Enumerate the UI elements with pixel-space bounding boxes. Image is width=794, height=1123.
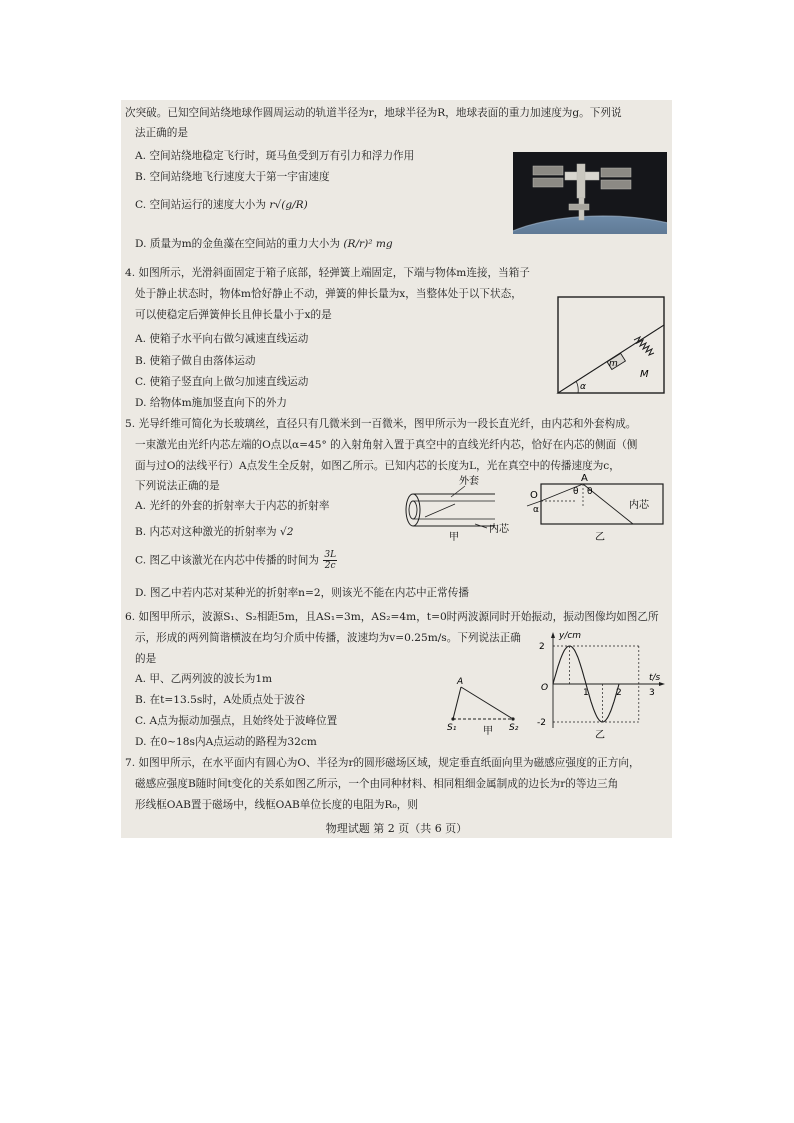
y-tick-label-0: 2 bbox=[539, 642, 545, 652]
q5-option-d: D. 图乙中若内芯对某种光的折射率n=2，则该光不能在内芯中正常传播 bbox=[135, 587, 469, 599]
q5-line-2: 一束激光由光纤内芯左端的O点以α=45° 的入射角射入置于真空中的直线光纤内芯，恰好在内芯的侧面（侧 bbox=[135, 439, 638, 451]
label-alpha: α bbox=[533, 505, 539, 515]
x-tick-label-2: 3 bbox=[649, 688, 655, 698]
page-footer: 物理试题 第 2 页（共 6 页） bbox=[325, 822, 468, 835]
label-m: m bbox=[609, 359, 618, 369]
q6-vibration-chart bbox=[535, 628, 669, 740]
q7-line-1: 7. 如图甲所示，在水平面内有圆心为O、半径为r的圆形磁场区域，规定垂直纸面向里为磁感应强度的正方向， bbox=[125, 757, 640, 769]
caption-yi: 乙 bbox=[595, 532, 605, 543]
q4-line-1: 4. 如图所示，光滑斜面固定于箱子底部，轻弹簧上端固定，下端与物体m连接，当箱子 bbox=[125, 267, 530, 279]
label-S1: S₁ bbox=[447, 723, 457, 733]
q6-triangle-figure bbox=[443, 675, 533, 735]
q5-option-b-formula: √2 bbox=[280, 526, 294, 538]
q3-intro-line-2: 法正确的是 bbox=[135, 127, 188, 139]
caption-yi: 乙 bbox=[595, 730, 605, 740]
q4-option-d: D. 给物体m施加竖直向下的外力 bbox=[135, 397, 288, 409]
q5-lightpath-figure bbox=[525, 472, 665, 546]
q6-option-c: C. A点为振动加强点，且始终处于波峰位置 bbox=[135, 715, 338, 727]
q3-option-c bbox=[135, 195, 308, 215]
q5-option-c-numerator: 3L bbox=[324, 550, 337, 560]
y-axis-arrow bbox=[551, 632, 555, 638]
q3-option-c-formula: r√(g/R) bbox=[269, 199, 308, 211]
label-M: M bbox=[640, 369, 649, 380]
label-theta-2: θ bbox=[587, 487, 593, 497]
label-inner: 内芯 bbox=[629, 500, 649, 511]
q6-line-3: 的是 bbox=[135, 653, 157, 665]
q5-fiber-figure bbox=[403, 472, 521, 542]
q6-option-b: B. 在t=13.5s时，A处质点处于波谷 bbox=[135, 694, 306, 706]
x-tick-label-0: 1 bbox=[583, 688, 589, 698]
q6-option-a: A. 甲、乙两列波的波长为1m bbox=[135, 673, 273, 685]
label-theta-1: θ bbox=[573, 487, 579, 497]
label-alpha: α bbox=[580, 382, 586, 392]
q3-option-d-formula: (R/r)² mg bbox=[343, 238, 393, 250]
q7-line-3: 形线框OAB置于磁场中，线框OAB单位长度的电阻为R₀，则 bbox=[135, 799, 418, 811]
q5-option-c-denominator: 2c bbox=[324, 561, 336, 571]
spring-icon bbox=[634, 337, 654, 355]
q7-line-2: 磁感应强度B随时间t变化的关系如图乙所示，一个由同种材料、相同粗细金属制成的边长为r的等边三角 bbox=[135, 778, 619, 790]
x-tick-label-1: 2 bbox=[616, 688, 622, 698]
q3-option-a: A. 空间站绕地稳定飞行时，斑马鱼受到万有引力和浮力作用 bbox=[135, 150, 415, 162]
space-station-photo bbox=[513, 152, 667, 234]
q3-option-c-text: C. 空间站运行的速度大小为 bbox=[135, 199, 266, 211]
label-O: O bbox=[530, 490, 538, 501]
q4-option-c: C. 使箱子竖直向上做匀加速直线运动 bbox=[135, 376, 309, 388]
label-inner: 内芯 bbox=[489, 524, 509, 535]
q5-option-b bbox=[135, 522, 294, 542]
q5-option-a: A. 光纤的外套的折射率大于内芯的折射率 bbox=[135, 500, 330, 512]
q5-option-b-text: B. 内芯对这种激光的折射率为 bbox=[135, 526, 277, 538]
q6-line-1: 6. 如图甲所示，波源S₁、S₂相距5m，且AS₁=3m，AS₂=4m，t=0时两波源同时开始振动，振动图像均如图乙所 bbox=[125, 611, 659, 623]
y-tick-label-1: -2 bbox=[537, 718, 546, 728]
q3-option-b: B. 空间站绕地飞行速度大于第一宇宙速度 bbox=[135, 171, 330, 183]
caption-jia: 甲 bbox=[483, 726, 493, 735]
q4-line-3: 可以使稳定后弹簧伸长且伸长量小于x的是 bbox=[135, 309, 332, 321]
q3-option-d-text: D. 质量为m的金鱼藻在空间站的重力大小为 bbox=[135, 238, 340, 250]
label-outer: 外套 bbox=[459, 476, 479, 487]
q6-option-d: D. 在0~18s内A点运动的路程为32cm bbox=[135, 736, 317, 748]
x-axis-label: t/s bbox=[649, 673, 661, 683]
q5-line-1: 5. 光导纤维可简化为长玻璃丝，直径只有几微米到一百微米，图甲所示为一段长直光纤，由内芯和外套构成。 bbox=[125, 418, 637, 430]
q3-intro-line-1: 次突破。已知空间站绕地球作圆周运动的轨道半径为r，地球半径为R，地球表面的重力加速度为g。下列说 bbox=[125, 107, 622, 119]
q4-line-2: 处于静止状态时，物体m恰好静止不动，弹簧的伸长量为x，当整体处于以下状态， bbox=[135, 288, 522, 300]
q4-option-b: B. 使箱子做自由落体运动 bbox=[135, 355, 256, 367]
q5-option-c-text: C. 图乙中该激光在内芯中传播的时间为 bbox=[135, 554, 319, 567]
exam-page bbox=[121, 100, 672, 838]
label-S2: S₂ bbox=[509, 723, 519, 733]
label-A: A bbox=[457, 677, 464, 687]
q5-option-c-fraction bbox=[323, 550, 337, 571]
q4-box-figure bbox=[556, 295, 668, 397]
q5-option-c bbox=[135, 550, 338, 571]
q5-line-4: 下列说法正确的是 bbox=[135, 480, 220, 492]
q4-option-a: A. 使箱子水平向右做匀减速直线运动 bbox=[135, 333, 309, 345]
caption-jia: 甲 bbox=[449, 532, 459, 542]
origin-label: O bbox=[541, 683, 549, 693]
label-A: A bbox=[581, 473, 588, 484]
space-station-icon bbox=[513, 152, 667, 234]
y-axis-label: y/cm bbox=[559, 631, 582, 641]
q3-option-d bbox=[135, 234, 393, 254]
q5-line-3: 面与过O的法线平行）A点发生全反射，如图乙所示。已知内芯的长度为L，光在真空中的传播速度为c， bbox=[135, 460, 620, 472]
q6-line-2: 示，形成的两列简谐横波在均匀介质中传播，波速均为v=0.25m/s。下列说法正确 bbox=[135, 632, 521, 644]
